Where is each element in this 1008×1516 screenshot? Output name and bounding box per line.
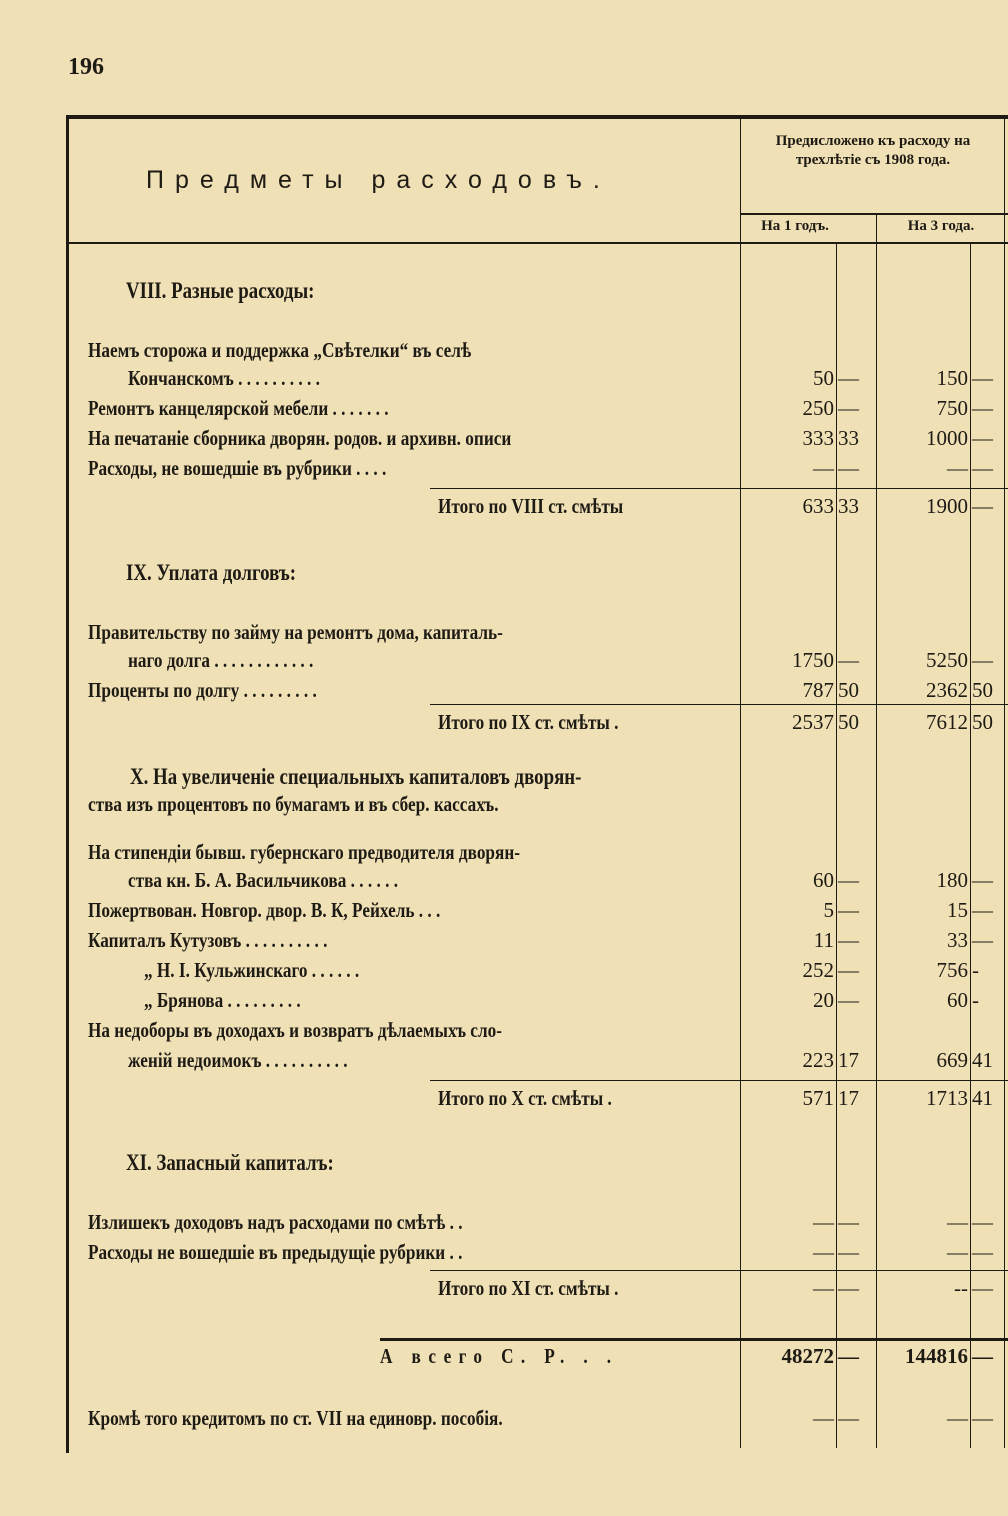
value-three-years-rubles: 33 [947,928,968,952]
value-three-years-kopecks: — [972,494,993,518]
page-number: 196 [68,54,104,80]
row-description: Капиталъ Кутузовъ . . . . . . . . . . [88,928,328,952]
value-one-year-rubles: 2537 [792,710,834,734]
value-one-year-kopecks: 33 [838,494,859,518]
value-three-years-kopecks: — [972,868,993,892]
value-one-year-kopecks: — [838,1406,859,1430]
value-one-year-rubles: 11 [813,928,834,952]
value-three-years-kopecks: — [972,1240,993,1264]
value-three-years-rubles: 144816 [905,1344,968,1368]
value-one-year-kopecks: — [838,456,859,480]
value-three-years-rubles: 7612 [926,710,968,734]
row-description: Расходы не вошедшіе въ предыдущіе рубрики . . [88,1240,463,1264]
column-group-header: Предисложено къ расходу на трехлѣтіе съ 1908 года. [775,133,971,168]
value-one-year-rubles: — [813,1406,834,1430]
table-row [0,928,1008,958]
section-heading-row [0,764,1008,794]
value-one-year-rubles: 571 [802,1086,834,1110]
total-rule [430,1270,1008,1271]
value-three-years-kopecks: 41 [972,1086,993,1110]
table-top-rule [66,115,1008,119]
table-row [0,426,1008,456]
value-one-year-kopecks: — [838,1210,859,1234]
value-one-year-rubles: — [813,456,834,480]
value-three-years-rubles: -- [954,1276,968,1300]
value-three-years-kopecks: - [972,988,979,1012]
row-description: Кромѣ того кредитомъ по ст. VII на единовр. пособія. [88,1406,503,1430]
value-three-years-kopecks: — [972,426,993,450]
value-one-year-kopecks: — [838,898,859,922]
value-one-year-kopecks: 50 [838,678,859,702]
value-three-years-rubles: 15 [947,898,968,922]
value-three-years-rubles: — [947,1210,968,1234]
value-three-years-kopecks: — [972,396,993,420]
value-three-years-kopecks: - [972,958,979,982]
value-one-year-kopecks: 33 [838,426,859,450]
row-description: VIII. Разные расходы: [126,278,315,303]
value-three-years-rubles: 60 [947,988,968,1012]
value-three-years-kopecks: — [972,1406,993,1430]
value-one-year-rubles: 252 [802,958,834,982]
row-description: Кончанскомъ . . . . . . . . . . [128,366,320,390]
value-three-years-rubles: — [947,1240,968,1264]
total-rule [430,1080,1008,1081]
row-description: Итого по X ст. смѣты . [438,1086,612,1110]
section-heading-row [0,278,1008,308]
value-one-year-kopecks: — [838,648,859,672]
total-row [0,494,1008,524]
value-one-year-kopecks: 50 [838,710,859,734]
value-three-years-kopecks: — [972,1344,993,1368]
value-three-years-kopecks: 41 [972,1048,993,1072]
value-three-years-rubles: 180 [936,868,968,892]
row-description: ства кн. Б. А. Васильчикова . . . . . . [128,868,399,892]
value-three-years-kopecks: — [972,1276,993,1300]
total-row [0,1086,1008,1116]
row-description: Расходы, не вошедшіе въ рубрики . . . . [88,456,387,480]
table-title: Предметы расходовъ. [146,166,611,194]
value-one-year-rubles: — [813,1210,834,1234]
value-three-years-rubles: 669 [936,1048,968,1072]
row-description: Излишекъ доходовъ надъ расходами по смѣтѣ . . [88,1210,463,1234]
value-one-year-rubles: 1750 [792,648,834,672]
row-description: Наемъ сторожа и поддержка „Свѣтелки“ въ селѣ [88,338,472,362]
row-description: „ Н. І. Кульжинскаго . . . . . . [144,958,360,982]
value-one-year-rubles: 787 [802,678,834,702]
value-three-years-rubles: — [947,1406,968,1430]
value-three-years-kopecks: — [972,1210,993,1234]
value-one-year-kopecks: 17 [838,1086,859,1110]
value-one-year-kopecks: — [838,366,859,390]
value-one-year-kopecks: — [838,396,859,420]
row-description: Итого по XI ст. смѣты . [438,1276,619,1300]
row-description: Правительству по займу на ремонтъ дома, капиталь- [88,620,503,644]
row-description: XI. Запасный капиталъ: [126,1150,334,1175]
value-one-year-kopecks: — [838,1276,859,1300]
value-one-year-kopecks: 17 [838,1048,859,1072]
total-row [0,1276,1008,1306]
row-description: Пожертвован. Новгор. двор. В. К, Рейхель . . . [88,898,441,922]
value-one-year-rubles: 50 [813,366,834,390]
table-row [0,620,1008,650]
table-row [0,396,1008,426]
row-description: наго долга . . . . . . . . . . . . [128,648,314,672]
table-row [0,792,1008,822]
table-row [0,958,1008,988]
value-one-year-rubles: — [813,1240,834,1264]
value-three-years-rubles: 5250 [926,648,968,672]
row-description: женій недоимокъ . . . . . . . . . . [128,1048,348,1072]
value-three-years-kopecks: — [972,456,993,480]
value-three-years-rubles: 2362 [926,678,968,702]
value-three-years-kopecks: 50 [972,678,993,702]
value-three-years-rubles: 1713 [926,1086,968,1110]
column-header-one-year: На 1 годъ. [761,218,829,234]
subheader-rule [740,213,1008,215]
total-rule [430,704,1008,705]
value-one-year-kopecks: — [838,958,859,982]
value-three-years-rubles: 1000 [926,426,968,450]
table-row [0,988,1008,1018]
header-rule [66,242,1008,244]
value-one-year-kopecks: — [838,988,859,1012]
value-one-year-rubles: 250 [802,396,834,420]
column-header-three-years: На 3 года. [907,218,975,234]
value-one-year-rubles: 60 [813,868,834,892]
table-row [0,898,1008,928]
row-description: X. На увеличеніе специальныхъ капиталовъ дворян- [130,764,582,789]
row-description: Итого по IX ст. смѣты . [438,710,619,734]
table-row [0,456,1008,486]
table-row [0,648,1008,678]
table-row [0,1210,1008,1240]
value-one-year-rubles: 633 [802,494,834,518]
total-row [0,710,1008,740]
table-row [0,1018,1008,1048]
value-three-years-kopecks: — [972,366,993,390]
row-description: На печатаніе сборника дворян. родов. и архивн. описи [88,426,512,450]
total-rule [430,488,1008,489]
value-one-year-rubles: 223 [802,1048,834,1072]
value-one-year-rubles: 20 [813,988,834,1012]
table-row [0,840,1008,870]
total-row [0,1344,1008,1374]
value-one-year-rubles: — [813,1276,834,1300]
table-row [0,338,1008,368]
row-description: А всего С. Р. . . [380,1344,619,1368]
row-description: Итого по VIII ст. смѣты [438,494,624,518]
value-one-year-kopecks: — [838,1344,859,1368]
row-description: Проценты по долгу . . . . . . . . . [88,678,317,702]
row-description: ства изъ процентовъ по бумагамъ и въ сбер. кассахъ. [88,792,499,816]
table-row [0,1240,1008,1270]
grand-total-rule [380,1338,1008,1341]
table-row [0,1048,1008,1078]
table-row [0,366,1008,396]
value-three-years-kopecks: — [972,928,993,952]
value-one-year-kopecks: — [838,928,859,952]
value-three-years-rubles: 150 [936,366,968,390]
row-description: На стипендіи бывш. губернскаго предводителя дворян- [88,840,520,864]
value-three-years-rubles: — [947,456,968,480]
value-three-years-kopecks: — [972,648,993,672]
row-description: IX. Уплата долговъ: [126,560,297,585]
section-heading-row [0,1150,1008,1180]
section-heading-row [0,560,1008,590]
value-one-year-kopecks: — [838,868,859,892]
value-one-year-rubles: 48272 [781,1344,834,1368]
value-one-year-kopecks: — [838,1240,859,1264]
value-three-years-kopecks: — [972,898,993,922]
value-three-years-kopecks: 50 [972,710,993,734]
table-row [0,868,1008,898]
value-three-years-rubles: 1900 [926,494,968,518]
value-three-years-rubles: 750 [936,396,968,420]
row-description: Ремонтъ канцелярской мебели . . . . . . . [88,396,389,420]
value-three-years-rubles: 756 [936,958,968,982]
value-one-year-rubles: 5 [823,898,834,922]
row-description: На недоборы въ доходахъ и возвратъ дѣлаемыхъ сло- [88,1018,502,1042]
table-row [0,1406,1008,1436]
row-description: „ Брянова . . . . . . . . . [144,988,301,1012]
value-one-year-rubles: 333 [802,426,834,450]
